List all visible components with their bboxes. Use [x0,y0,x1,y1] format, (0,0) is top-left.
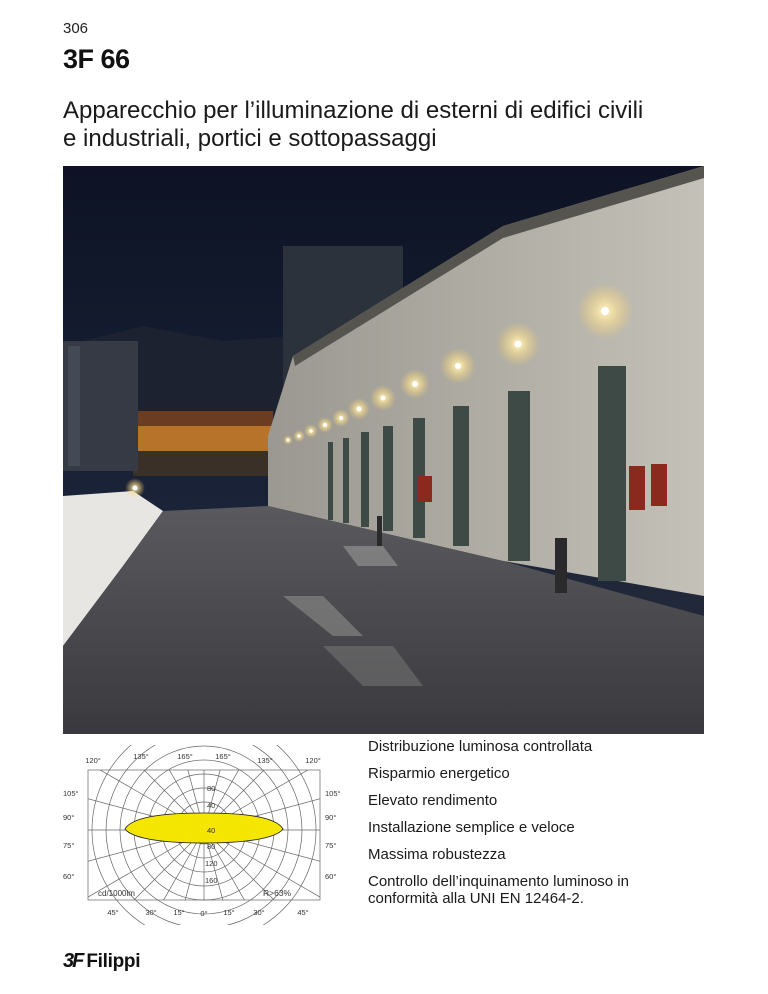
bottom-angle-label: 0° [200,909,208,918]
feature-item: Risparmio energetico [368,765,510,782]
right-angle-label: 75° [325,841,337,850]
feature-list [368,738,698,917]
brand-mark: 3F [63,950,83,972]
right-angle-label: 105° [325,789,341,798]
ring-value-label: 120 [205,859,218,868]
product-code: 3F 66 [63,44,130,74]
bottom-angle-label: 15° [223,908,235,917]
top-angle-label: 120° [85,756,101,765]
brand-name: Filippi [86,950,141,972]
left-angle-label: 60° [63,872,75,881]
bottom-angle-label: 30° [253,908,265,917]
bottom-angle-label: 30° [145,908,157,917]
right-angle-label: 60° [325,872,337,881]
top-angle-label: 165° [215,752,231,761]
top-angle-label: 135° [133,752,149,761]
light-distribution-diagram [63,745,353,925]
top-angle-label: 120° [305,756,321,765]
title-line-1: Apparecchio per l’illuminazione di esterni di edifici civili [63,97,644,124]
top-angle-label: 165° [177,752,193,761]
ring-value-label: 80 [207,842,216,851]
left-angle-label: 105° [63,789,79,798]
unit-label: cd/1000lm [98,889,135,898]
ring-value-label: 160 [205,876,218,885]
bottom-angle-label: 45° [297,908,309,917]
right-angle-label: 90° [325,813,337,822]
efficiency-label: R>63% [263,888,292,898]
left-angle-label: 75° [63,841,75,850]
page-number: 306 [63,20,89,37]
brand-logo [63,950,140,973]
feature-item: Controllo dell’inquinamento luminoso in conformità alla UNI EN 12464-2. [368,873,629,907]
bottom-angle-label: 15° [173,908,185,917]
building-photo [63,166,704,734]
bottom-angle-label: 45° [107,908,119,917]
distribution-curve [125,813,283,843]
feature-item: Massima robustezza [368,846,506,863]
feature-item: Installazione semplice e veloce [368,819,575,836]
left-angle-label: 90° [63,813,75,822]
page-title [63,97,723,153]
ring-value-label: 80 [207,784,216,793]
title-line-2: e industriali, portici e sottopassaggi [63,125,437,152]
feature-item: Elevato rendimento [368,792,498,809]
feature-item: Distribuzione luminosa controllata [368,738,593,755]
ring-value-label: 40 [207,801,216,810]
top-angle-label: 135° [257,756,273,765]
ring-value-label: 40 [207,826,216,835]
